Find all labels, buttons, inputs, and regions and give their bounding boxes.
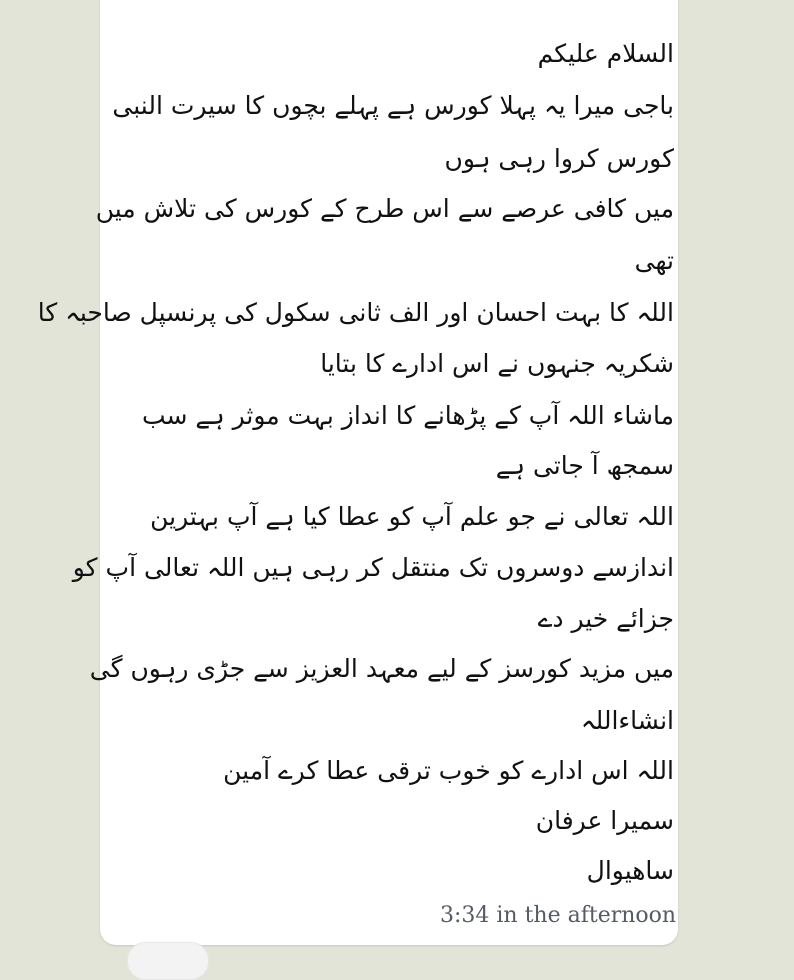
message-line: میں مزید کورسز کے لیے معہد العزیز سے جڑی رہوں گی [89, 654, 674, 683]
message-timestamp: 3:34 in the afternoon [440, 903, 677, 928]
message-line: سمجھ آ جاتی ہے [495, 451, 674, 480]
message-line: اللہ تعالی نے جو علم آپ کو عطا کیا ہے آپ بہترین [150, 502, 674, 531]
message-line: تھی [634, 246, 674, 275]
message-line: میں کافی عرصے سے اس طرح کے کورس کی تلاش میں [95, 194, 674, 223]
message-line: باجی میرا یہ پہلا کورس ہے پہلے بچوں کا سیرت النبی [112, 91, 674, 120]
message-line: سمیرا عرفان [535, 806, 674, 835]
message-line: السلام علیکم [537, 39, 674, 68]
message-line: ساھیوال [586, 856, 674, 885]
message-line: کورس کروا رہی ہوں [444, 144, 674, 173]
message-line: اللہ اس ادارے کو خوب ترقی عطا کرے آمین [223, 756, 674, 785]
message-line: جزائے خیر دے [537, 604, 674, 633]
message-line: اندازسے دوسروں تک منتقل کر رہی ہیں اللہ تعالی آپ کو [72, 553, 674, 582]
message-line: شکریہ جنہوں نے اس ادارے کا بتایا [320, 349, 674, 378]
message-line: ماشاء اللہ آپ کے پڑھانے کا انداز بہت موثر ہے سب [141, 401, 674, 430]
message-line: اللہ کا بہت احسان اور الف ثانی سکول کی پرنسپل صاحبہ کا [37, 298, 674, 327]
message-line: انشاءاللہ [580, 706, 674, 735]
next-message-bubble-edge [127, 942, 209, 980]
